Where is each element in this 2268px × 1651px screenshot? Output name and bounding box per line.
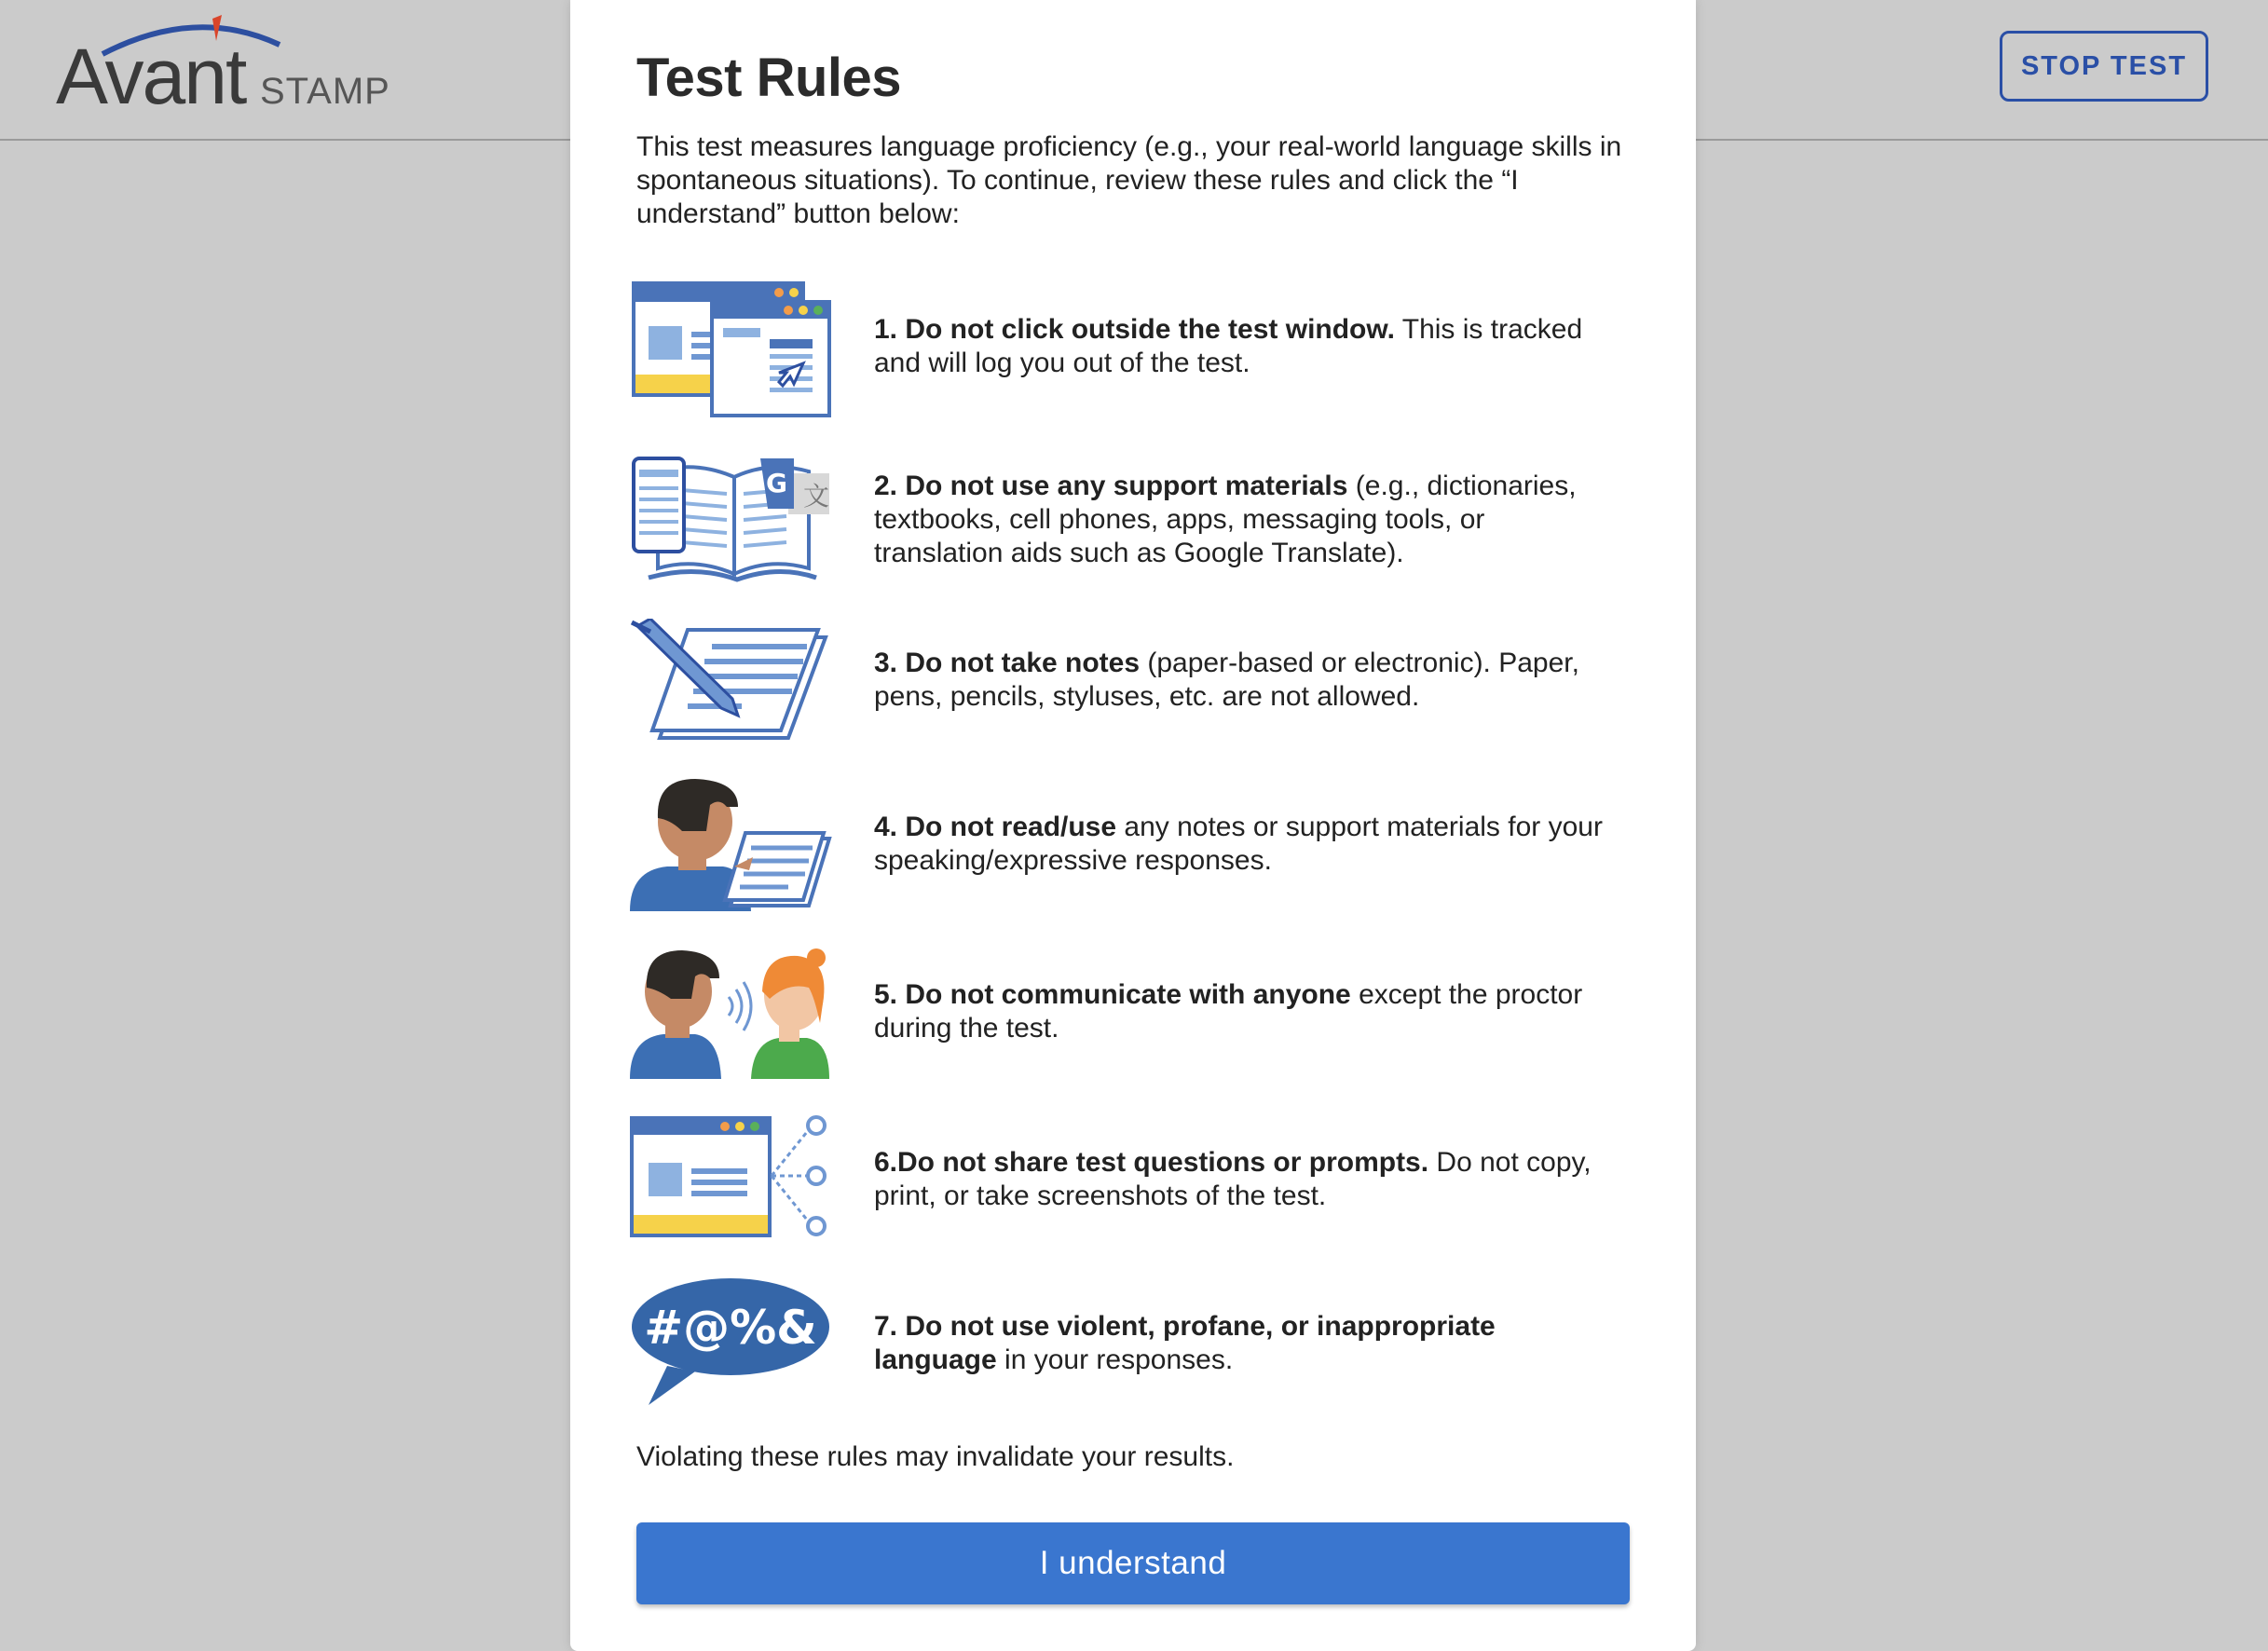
svg-text:文: 文	[803, 481, 830, 512]
dialog-title: Test Rules	[636, 48, 902, 108]
logo-wordmark: Avant	[56, 33, 246, 120]
rule-text-2: 2. Do not use any support materials (e.g., dictionaries, textbooks, cell phones, apps, messaging tools, or translation aids such as Google Translate).	[874, 471, 1577, 568]
rule-text-4: 4. Do not read/use any notes or support materials for your speaking/expressive responses.	[874, 812, 1603, 876]
rule-text-3: 3. Do not take notes (paper-based or electronic). Paper, pens, pencils, styluses, etc. are not allowed.	[874, 648, 1579, 712]
rule-text-7: 7. Do not use violent, profane, or inappropriate language in your responses.	[874, 1311, 1496, 1375]
person-reading-notes-icon	[630, 773, 835, 913]
rule-text-5: 5. Do not communicate with anyone except the proctor during the test.	[874, 979, 1583, 1044]
book-phone-translate-icon	[630, 453, 835, 593]
rule-text-6: 6.Do not share test questions or prompts. Do not copy, print, or take screenshots of the test.	[874, 1147, 1592, 1211]
i-understand-button[interactable]: I understand	[636, 1522, 1630, 1604]
logo-product-name: STAMP	[260, 71, 390, 112]
svg-text:G: G	[766, 468, 787, 498]
rules-warning-note: Violating these rules may invalidate your results.	[636, 1441, 1235, 1472]
rule-text-1: 1. Do not click outside the test window. This is tracked and will log you out of the test.	[874, 314, 1583, 378]
browser-windows-cursor-icon	[630, 280, 835, 419]
dialog-intro: This test measures language proficiency (e.g., your real-world language skills in spontaneous situations). To continue, review these rules and click the “I understand” button below:	[636, 131, 1622, 229]
profanity-speech-bubble-icon	[630, 1278, 835, 1418]
svg-text:#@%&: #@%&	[644, 1301, 817, 1355]
test-rules-dialog	[570, 0, 1696, 1651]
people-talking-icon	[630, 941, 835, 1081]
avant-stamp-logo	[56, 13, 410, 120]
pen-paper-icon	[630, 619, 835, 758]
browser-share-icon	[630, 1114, 835, 1254]
stop-test-button[interactable]: STOP TEST	[2000, 31, 2208, 102]
